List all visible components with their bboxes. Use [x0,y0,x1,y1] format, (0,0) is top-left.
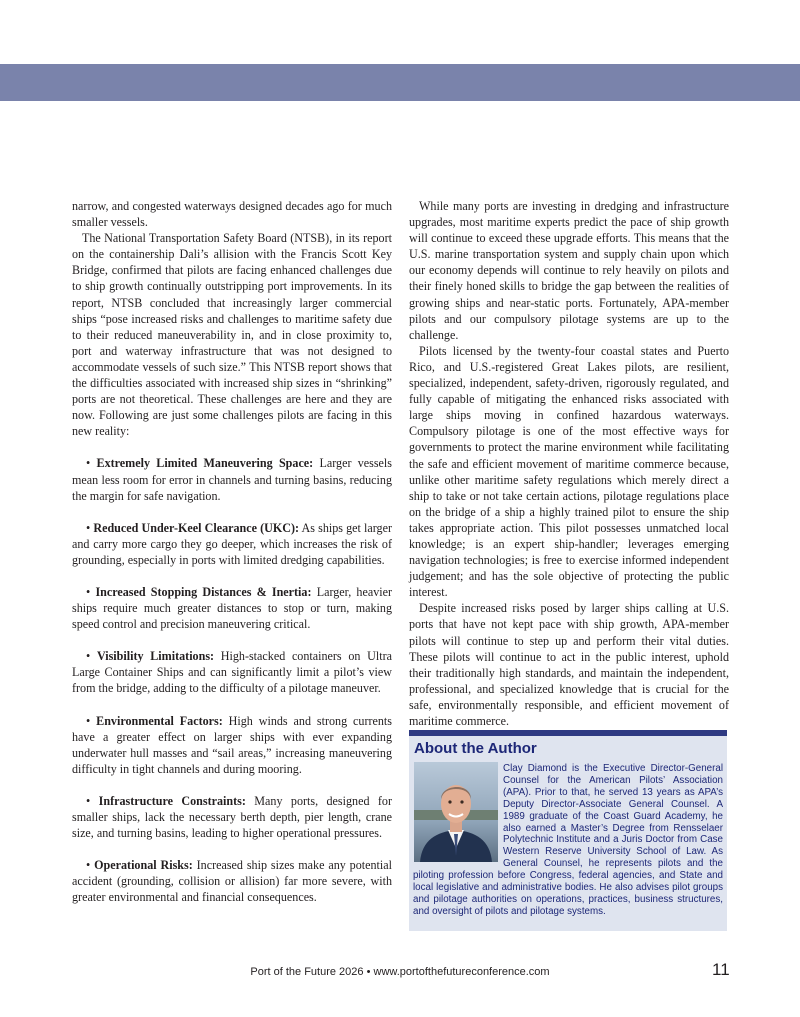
bullet-text: High-stacked containers on Ultra Large Container Ships and can significantly limit a pilot’s view from the bridge, adding to the difficulty of a pilotage maneuver. [72,649,392,696]
bullet-title: Infrastructure Constraints: [98,793,246,808]
author-portrait-icon [414,762,498,862]
left-paragraph-2: The National Transportation Safety Board (NTSB), in its report on the containership Dali’s allision with the Francis Scott Key Bridge, confirmed that pilots are facing enhanced challenges due to ship growth continually outstripping port improvements. In its report, NTSB concluded that increasingly larger commercial ships “pose increased risks and challenges to maritime safety due to their reduced maneuverability in, and in close proximity to, port and waterway infrastructure that was not designed to accommodate vessels of such size.” This NTSB report shows that the difficulties associated with increased ship sizes in “shrinking” ports are not theoretical. These challenges are here and they are now. Following are just some challenges pilots are facing in this new reality: [72,231,392,439]
right-paragraph-3: Despite increased risks posed by larger ships calling at U.S. ports that have not kept pace with ship growth, APA-member pilots will continue to step up and perform their vital duties. These pilots will continue to act in the public interest, uphold their traditionally high standards, and maintain the independent, professional, and specialized knowledge that is crucial for the safe, environmentally responsible, and efficient movement of maritime commerce. [409,601,729,728]
bullet-item: • Operational Risks: Increased ship sizes make any potential accident (grounding, collision or allision) far more severe, with greater environmental and financial consequences. [72,858,392,905]
bullet-title: Operational Risks: [94,858,193,873]
bullet-item: • Reduced Under-Keel Clearance (UKC): As ships get larger and carry more cargo they go deeper, which increases the risk of grounding, especially in ports with limited dredging capabilities. [72,520,392,567]
bullet-title: Increased Stopping Distances & Inertia: [95,584,312,599]
right-paragraph-1: While many ports are investing in dredging and infrastructure upgrades, most maritime experts predict the pace of ship growth will continue to exceed these upgrade efforts. This means that the U.S. marine transportation system and supply chain upon which our economy depends will continue to rely heavily on pilots and their finely honed skills to bridge the gap between the realities of growing ships and near-static ports. Fortunately, APA-member pilots and our compulsory pilotage systems are up to the challenge. [409,199,729,342]
author-bio: Clay Diamond is the Executive Director-General Counsel for the American Pilots’ Association (APA). Prior to that, he served 13 years as APA’s Deputy Director-Associate General Counsel. A 1989 graduate of the Coast Guard Academy, he also earned a Master’s Degree from Rensselaer Polytechnic Institute and a Juris Doctor from Case Western Reserve University School of Law. As General Counsel, he represents pilots and the piloting profession before Congress, federal agencies, and State and local legislative and administrative bodies. He also advises pilot groups and pilotage authorities on operations, practices, business structures, and oversight of pilots and pilotage systems. [413,763,723,917]
bullet-item: • Infrastructure Constraints: Many ports, designed for smaller ships, lack the necessary berth depth, pier length, crane size, and turning basins, leading to higher operational pressures. [72,793,392,841]
left-column [72,198,392,905]
bullet-item: • Environmental Factors: High winds and strong currents have a greater effect on larger ships with ever expanding underwater hull masses and “sail areas,” increasing maneuvering difficulty in tight channels and during mooring. [72,713,392,776]
about-author-box [409,730,727,931]
header-band [0,64,800,101]
bullet-title: Environmental Factors: [96,713,223,728]
page-number: 11 [712,960,730,979]
bullet-title: Extremely Limited Maneuvering Space: [96,456,314,471]
bullet-text: Larger vessels mean less room for error in channels and turning basins, reducing the margin for safe navigation. [72,456,392,503]
bullet-item: • Visibility Limitations: High-stacked containers on Ultra Large Container Ships and can significantly limit a pilot’s view from the bridge, adding to the difficulty of a pilotage maneuver. [72,649,392,696]
bullet-text: Many ports, designed for smaller ships, lack the necessary berth depth, pier length, crane size, and turning basins, leading to higher operational pressures. [72,793,392,841]
page-footer: Port of the Future 2026 • www.portofthefutureconference.com [250,966,550,978]
right-paragraph-2: Pilots licensed by the twenty-four coastal states and Puerto Rico, and U.S.-registered Great Lakes pilots, are resilient, specialized, independent, safety-driven, rigorously regulated, and fully capable of mitigating the enhanced risks associated with large ships moving in confined hazardous waterways. Compulsory pilotage is one of the most effective ways for governments to protect the marine environment while facilitating the safe and efficient movement of maritime commerce because, unlike other maritime safety regulations which merely direct a ship to take or not take certain actions, pilotage regulations place on the bridge of a ship a highly trained pilot to ensure the ship takes appropriate action. This pilot possesses unmatched local knowledge; is an expert ship-handler; leverages emerging navigation technologies; is free to exercise informed independent judgement; and has the sole objective of protecting the public interest. [409,343,729,600]
right-column [409,198,729,729]
bullet-title: Reduced Under-Keel Clearance (UKC): [93,520,300,535]
bullet-item: • Increased Stopping Distances & Inertia: Larger, heavier ships require much greater distances to stop or turn, making speed control and precision maneuvering critical. [72,584,393,632]
bullet-title: Visibility Limitations: [96,649,215,664]
author-photo [414,762,498,862]
bullet-text: As ships get larger and carry more cargo they go deeper, which increases the risk of grounding, especially in ports with limited dredging capabilities. [72,520,392,567]
left-paragraph-1: narrow, and congested waterways designed decades ago for much smaller vessels. [72,199,392,230]
author-box-title: About the Author [414,740,537,757]
bullet-text: Larger, heavier ships require much greater distances to stop or turn, making speed control and precision maneuvering critical. [72,584,393,632]
bullet-text: High winds and strong currents have a greater effect on larger ships with ever expanding underwater hull masses and “sail areas,” increasing maneuvering difficulty in tight channels and during mooring. [72,713,392,776]
bullet-item: • Extremely Limited Maneuvering Space: Larger vessels mean less room for error in channels and turning basins, reducing the margin for safe navigation. [72,456,392,503]
bullet-text: Increased ship sizes make any potential accident (grounding, collision or allision) far more severe, with greater environmental and financial consequences. [72,858,392,905]
